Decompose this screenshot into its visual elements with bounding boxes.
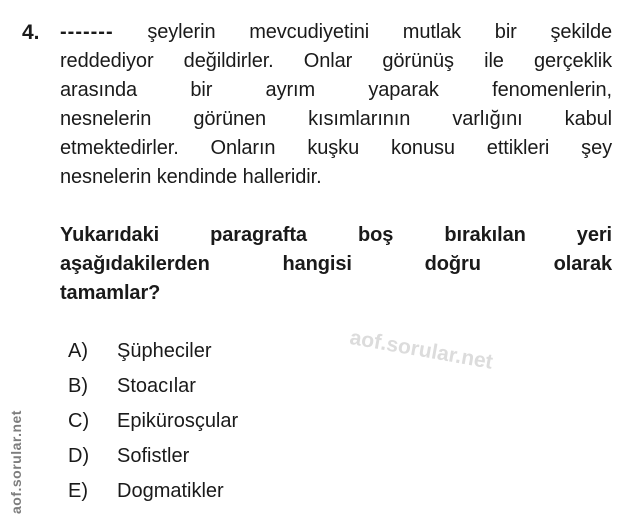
stem-line: aşağıdakilerden hangisi doğru olarak xyxy=(60,253,612,275)
question-number: 4. xyxy=(22,21,40,44)
paragraph-line: nesnelerin kendinde halleridir. xyxy=(60,166,322,188)
option-text: Sofistler xyxy=(117,445,190,467)
blank-placeholder-dashes: ------- xyxy=(60,21,114,43)
options-list xyxy=(60,334,612,509)
watermark-site-diagonal: aof.sorular.net xyxy=(348,326,495,374)
question-paragraph xyxy=(60,18,612,192)
option-letter: C) xyxy=(68,410,90,432)
question-content xyxy=(60,18,612,509)
option-text: Şüpheciler xyxy=(117,340,212,362)
option-a[interactable] xyxy=(60,334,612,369)
option-e[interactable] xyxy=(60,474,612,509)
option-text: Dogmatikler xyxy=(117,480,224,502)
question-stem xyxy=(60,221,612,308)
option-letter: A) xyxy=(68,340,88,362)
option-letter: B) xyxy=(68,375,88,397)
option-text: Epikürosçular xyxy=(117,410,239,432)
watermark-site-vertical: aof.sorular.net xyxy=(8,410,24,514)
option-c[interactable] xyxy=(60,404,612,439)
stem-line: Yukarıdaki paragrafta boş bırakılan yeri xyxy=(60,224,612,246)
paragraph-line-text: şeylerin mevcudiyetini mutlak bir şekilde xyxy=(147,21,613,43)
option-d[interactable] xyxy=(60,439,612,474)
paragraph-line: etmektedirler. Onların kuşku konusu ettikleri şey xyxy=(60,137,612,159)
option-text: Stoacılar xyxy=(117,375,196,397)
paragraph-line: reddediyor değildirler. Onlar görünüş ile gerçeklik xyxy=(60,50,612,72)
paragraph-line: nesnelerin görünen kısımlarının varlığını kabul xyxy=(60,108,612,130)
option-b[interactable] xyxy=(60,369,612,404)
option-letter: E) xyxy=(68,480,88,502)
paragraph-line xyxy=(60,18,612,47)
option-letter: D) xyxy=(68,445,90,467)
paragraph-line: arasında bir ayrım yaparak fenomenlerin, xyxy=(60,79,612,101)
stem-line: tamamlar? xyxy=(60,282,161,304)
